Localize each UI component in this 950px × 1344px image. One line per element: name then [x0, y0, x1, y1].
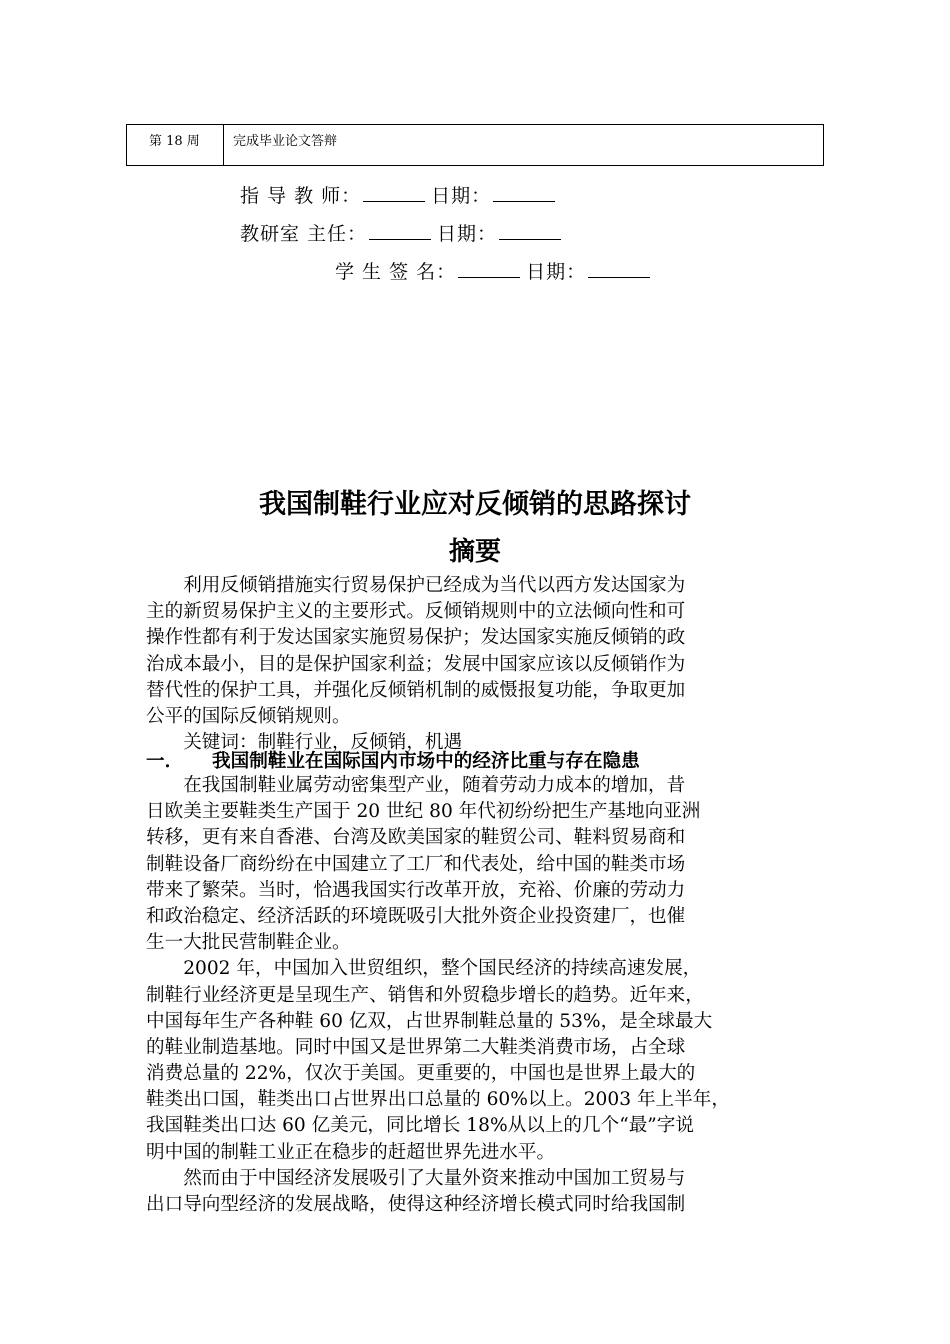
- advisor-signature-line: [240, 181, 561, 208]
- body-line: 然而由于中国经济发展吸引了大量外资来推动中国加工贸易与: [146, 1167, 686, 1189]
- director-signature-line: [240, 219, 567, 246]
- abstract-heading: 摘要: [448, 537, 501, 567]
- student-signature-line: [335, 257, 656, 284]
- abstract-line: 利用反倾销措施实行贸易保护已经成为当代以西方发达国家为: [146, 575, 686, 596]
- body-line: 带来了繁荣。当时，恰遇我国实行改革开放，充裕、价廉的劳动力: [146, 879, 686, 901]
- body-line: 和政治稳定、经济活跃的环境既吸引大批外资企业投资建厂，也催: [146, 905, 686, 927]
- body-line: 鞋类出口国，鞋类出口占世界出口总量的 60%以上。2003 年上半年，: [146, 1089, 730, 1111]
- body-line: 在我国制鞋业属劳动密集型产业，随着劳动力成本的增加，昔: [146, 775, 686, 796]
- student-label: 学 生 签 名：: [335, 261, 457, 283]
- body-line: 我国鞋类出口达 60 亿美元，同比增长 18%从以上的几个“最”字说: [146, 1115, 694, 1137]
- section-1-body: [146, 773, 810, 1218]
- abstract-line: 治成本最小，目的是保护国家利益；发展中国家应该以反倾销作为: [146, 653, 686, 675]
- advisor-date-label: 日期：: [431, 185, 492, 207]
- body-line: 的鞋业制造基地。同时中国又是世界第二大鞋类消费市场，占全球: [146, 1036, 686, 1058]
- director-blank: [369, 223, 431, 240]
- director-date-blank: [499, 223, 561, 240]
- student-date-blank: [588, 261, 650, 278]
- body-line: 消费总量的 22%，仅次于美国。更重要的，中国也是世界上最大的: [146, 1063, 696, 1085]
- schedule-task-cell: 完成毕业论文答辩: [233, 134, 338, 149]
- advisor-date-blank: [493, 185, 555, 202]
- paper-title: 我国制鞋行业应对反倾销的思路探讨: [259, 489, 691, 520]
- abstract-line: 操作性都有利于发达国家实施贸易保护；发达国家实施反倾销的政: [146, 627, 686, 649]
- student-date-label: 日期：: [526, 261, 587, 283]
- body-line: 制鞋行业经济更是呈现生产、销售和外贸稳步增长的趋势。近年来，: [146, 984, 704, 1006]
- section-1-heading: [146, 747, 640, 773]
- body-line: 日欧美主要鞋类生产国于 20 世纪 80 年代初纷纷把生产基地向亚洲: [146, 801, 701, 823]
- abstract-line: 主的新贸易保护主义的主要形式。反倾销规则中的立法倾向性和可: [146, 601, 686, 623]
- section-1-number: 一．: [146, 751, 184, 772]
- section-1-title: 我国制鞋业在国际国内市场中的经济比重与存在隐患: [212, 751, 640, 772]
- student-blank: [458, 261, 520, 278]
- abstract-body: [146, 573, 810, 756]
- schedule-week-cell: 第 18 周: [127, 125, 224, 165]
- body-line: 中国每年生产各种鞋 60 亿双，占世界制鞋总量的 53%，是全球最大: [146, 1010, 713, 1032]
- advisor-blank: [363, 185, 425, 202]
- body-line: 制鞋设备厂商纷纷在中国建立了工厂和代表处，给中国的鞋类市场: [146, 853, 686, 875]
- advisor-label: 指 导 教 师：: [240, 185, 362, 207]
- director-date-label: 日期：: [437, 223, 498, 245]
- body-line: 出口导向型经济的发展战略，使得这种经济增长模式同时给我国制: [146, 1194, 686, 1215]
- body-line: 明中国的制鞋工业正在稳步的赶超世界先进水平。: [146, 1141, 556, 1163]
- abstract-line: 替代性的保护工具，并强化反倾销机制的威慑报复功能，争取更加: [146, 679, 686, 701]
- schedule-table: [126, 124, 824, 166]
- body-line: 2002 年，中国加入世贸组织，整个国民经济的持续高速发展，: [146, 958, 702, 980]
- abstract-line: 公平的国际反倾销规则。: [146, 705, 351, 727]
- keywords-line: 关键词：制鞋行业，反倾销，机遇: [146, 732, 463, 754]
- body-line: 生一大批民营制鞋企业。: [146, 932, 351, 954]
- director-label: 教研室 主任：: [240, 223, 368, 245]
- body-line: 转移，更有来自香港、台湾及欧美国家的鞋贸公司、鞋料贸易商和: [146, 827, 686, 849]
